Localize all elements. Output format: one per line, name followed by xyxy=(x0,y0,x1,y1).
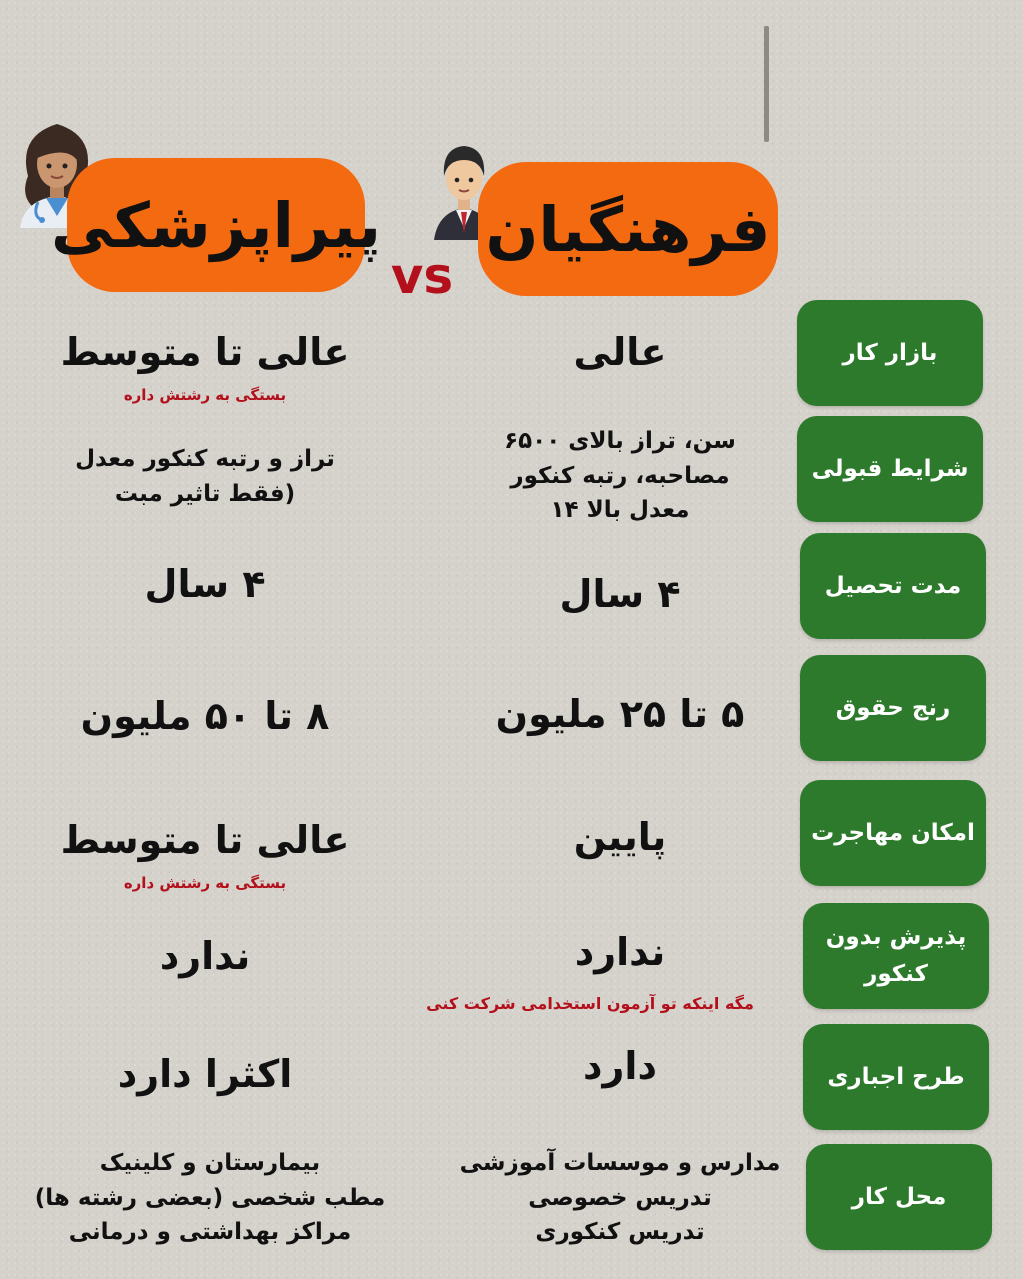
right-line: معدل بالا ۱۴ xyxy=(550,497,690,523)
right-value-mandatory-service: دارد xyxy=(583,1044,657,1088)
row-label-text: طرح اجباری xyxy=(827,1063,965,1090)
row-label-mandatory-service xyxy=(803,1024,989,1130)
row-label-salary-range xyxy=(800,655,986,761)
right-value-salary-range: ۵ تا ۲۵ ملیون xyxy=(495,692,745,736)
row-label-text: شرایط قبولی xyxy=(811,455,969,482)
row-label-workplace xyxy=(806,1144,992,1250)
left-note-migration: بستگی به رشتش داره xyxy=(123,874,287,892)
left-note-job-market: بستگی به رشتش داره xyxy=(123,386,287,404)
row-label-line: کنکور xyxy=(864,961,928,987)
left-title: پیراپزشکی xyxy=(50,188,381,262)
right-line: مدارس و موسسات آموزشی xyxy=(459,1150,781,1176)
right-line: تدریس خصوصی xyxy=(528,1184,712,1211)
left-line: بیمارستان و کلینیک xyxy=(99,1150,321,1176)
right-note-no-exam-admission: مگه اینکه تو آزمون استخدامی شرکت کنی xyxy=(426,994,754,1013)
row-label-text: امکان مهاجرت xyxy=(811,819,975,846)
right-line: سن، تراز بالای ۶۵۰۰ xyxy=(504,428,736,454)
row-label-job-market xyxy=(797,300,983,406)
row-label-text: محل کار xyxy=(851,1183,947,1210)
vs-label: vs xyxy=(390,247,454,305)
row-label-admission xyxy=(797,416,983,522)
right-value-study-duration: ۴ سال xyxy=(559,572,681,616)
left-value-salary-range: ۸ تا ۵۰ ملیون xyxy=(80,694,330,738)
row-label-no-exam-admission xyxy=(803,903,989,1009)
row-label-text: رنج حقوق xyxy=(835,694,951,721)
row-label-text: بازار کار xyxy=(842,339,938,366)
right-title-pill xyxy=(478,162,778,296)
left-value-migration: عالی تا متوسط xyxy=(60,818,350,862)
left-title-pill xyxy=(50,158,381,292)
right-line: مصاحبه، رتبه کنکور xyxy=(510,462,730,489)
left-value-admission xyxy=(40,442,370,511)
row-label-study-duration xyxy=(800,533,986,639)
left-value-mandatory-service: اکثرا دارد xyxy=(117,1052,293,1096)
row-label-migration xyxy=(800,780,986,886)
left-value-workplace xyxy=(30,1146,390,1250)
left-line: مطب شخصی (بعضی رشته ها) xyxy=(34,1184,386,1211)
left-value-job-market: عالی تا متوسط xyxy=(60,330,350,374)
left-value-study-duration: ۴ سال xyxy=(144,562,266,606)
right-value-admission xyxy=(470,424,770,528)
right-value-workplace xyxy=(440,1146,800,1250)
left-value-no-exam-admission: ندارد xyxy=(159,934,251,978)
right-value-migration: پایین xyxy=(573,815,667,859)
row-label-text: مدت تحصیل xyxy=(824,572,962,599)
left-line: مراکز بهداشتی و درمانی xyxy=(68,1219,352,1245)
right-value-no-exam-admission: ندارد xyxy=(574,930,666,974)
right-line: تدریس کنکوری xyxy=(535,1219,705,1245)
left-line: تراز و رتبه کنکور معدل xyxy=(75,446,335,472)
right-value-job-market: عالی xyxy=(573,330,667,374)
row-label-line: پذیرش بدون xyxy=(825,924,967,951)
left-line: (فقط تاثیر مبت xyxy=(114,480,296,507)
top-divider-line xyxy=(764,26,769,142)
right-title: فرهنگیان xyxy=(485,192,771,266)
